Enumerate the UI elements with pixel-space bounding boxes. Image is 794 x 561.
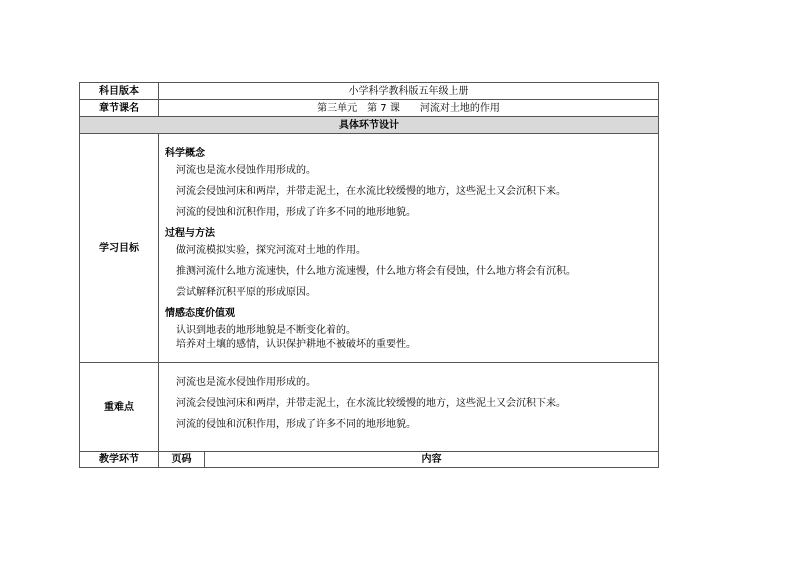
objective-line: 河流的侵蚀和沉积作用，形成了许多不同的地形地貌。	[176, 207, 416, 218]
chapter-value	[159, 100, 659, 117]
design-heading: 具体环节设计	[80, 117, 659, 134]
objective-line: 认识到地表的地形地貌是不断变化着的。	[176, 325, 356, 336]
concept-section-title: 科学概念	[165, 148, 205, 159]
objective-line: 河流会侵蚀河床和两岸，并带走泥土，在水流比较缓慢的地方，这些泥土又会沉积下来。	[176, 186, 566, 197]
chapter-lesson: 第 7 课	[367, 102, 400, 114]
subject-row	[80, 83, 659, 100]
objective-line: 尝试解释沉积平原的形成原因。	[176, 287, 316, 298]
content-header: 内容	[205, 452, 659, 468]
objective-line: 做河流模拟实验，探究河流对土地的作用。	[176, 245, 366, 256]
key-points-row	[80, 363, 659, 452]
lesson-plan-table	[79, 82, 659, 468]
chapter-row	[80, 100, 659, 117]
chapter-title: 河流对土地的作用	[419, 102, 500, 114]
page-number-header: 页码	[159, 452, 205, 468]
subject-value: 小学科学教科版五年级上册	[159, 83, 659, 100]
process-section-title: 过程与方法	[165, 228, 215, 239]
key-points-content	[159, 363, 659, 452]
objective-line: 培养对土壤的感情，认识保护耕地不被破坏的重要性。	[176, 339, 416, 350]
objectives-content	[159, 134, 659, 363]
objectives-label: 学习目标	[80, 134, 159, 363]
key-point-line: 河流也是流水侵蚀作用形成的。	[176, 376, 316, 388]
footer-header-row	[80, 452, 659, 468]
objective-line: 推测河流什么地方流速快，什么地方流速慢，什么地方将会有侵蚀，什么地方将会有沉积。	[176, 266, 576, 277]
key-points-label: 重难点	[80, 363, 159, 452]
objective-line: 河流也是流水侵蚀作用形成的。	[176, 165, 316, 176]
chapter-unit: 第三单元	[317, 102, 358, 114]
design-heading-row	[80, 117, 659, 134]
key-point-line: 河流会侵蚀河床和两岸，并带走泥土，在水流比较缓慢的地方，这些泥土又会沉积下来。	[176, 397, 566, 409]
objectives-row	[80, 134, 659, 363]
attitude-section-title: 情感态度价值观	[165, 308, 235, 319]
chapter-label: 章节课名	[80, 100, 159, 117]
subject-label: 科目版本	[80, 83, 159, 100]
teaching-step-header: 教学环节	[80, 452, 159, 468]
key-point-line: 河流的侵蚀和沉积作用，形成了许多不同的地形地貌。	[176, 418, 416, 430]
